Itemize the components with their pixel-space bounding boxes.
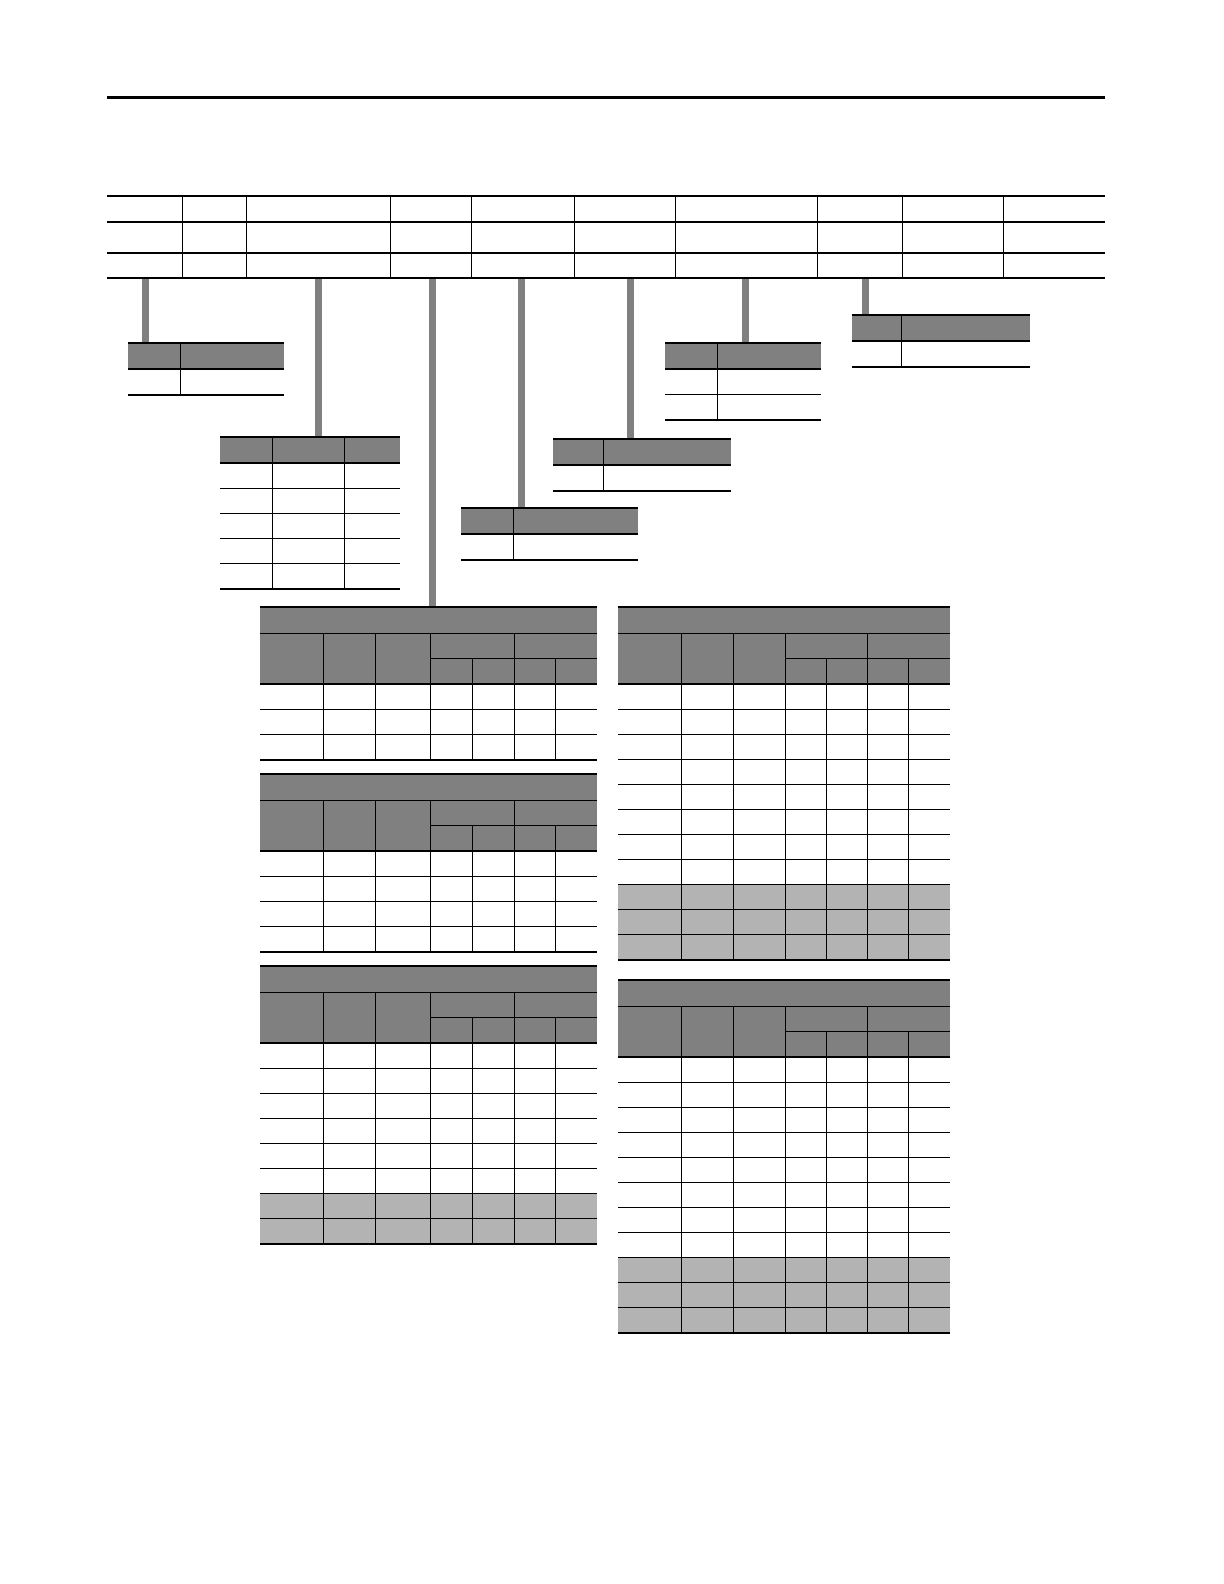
header-group: [867, 1007, 950, 1032]
table-row: [260, 851, 597, 877]
header-cell: [603, 439, 731, 465]
header-cell: [553, 439, 603, 465]
table-row: [260, 927, 597, 953]
header-cell: [323, 993, 375, 1044]
header-cell: [128, 343, 180, 369]
band-field-divider: [902, 195, 903, 279]
header-cell: [901, 315, 1030, 341]
table-row: [618, 1183, 950, 1208]
header-group: [514, 993, 597, 1018]
table-row: [220, 514, 400, 539]
table-row: [618, 1258, 950, 1283]
header-cell: [344, 437, 400, 463]
subheader-cell: [867, 659, 908, 685]
catalog-number-band: [107, 195, 1105, 279]
band-field-divider: [574, 195, 575, 279]
header-cell: [180, 343, 284, 369]
table-row: [618, 885, 950, 910]
table-row: [618, 1108, 950, 1133]
table-row: [618, 760, 950, 785]
connector-field-8: [862, 279, 869, 315]
table-row: [260, 1069, 597, 1094]
table-title-bar: [260, 774, 597, 801]
header-cell: [461, 508, 513, 534]
table-row: [128, 369, 284, 395]
header-cell: [618, 634, 681, 685]
connector-field-4: [429, 279, 436, 608]
subheader-cell: [430, 1018, 472, 1044]
table-row: [618, 835, 950, 860]
table-row: [618, 1083, 950, 1108]
subheader-cell: [514, 1018, 555, 1044]
connector-field-3: [315, 279, 322, 437]
option-table-field-6: [553, 438, 731, 492]
table-row: [260, 735, 597, 761]
table-row: [260, 684, 597, 710]
table-row: [618, 710, 950, 735]
header-group: [514, 634, 597, 659]
header-cell: [852, 315, 901, 341]
ratings-table-left-1: [260, 606, 597, 761]
table-row: [618, 1133, 950, 1158]
header-cell: [681, 1007, 733, 1058]
header-cell: [733, 1007, 785, 1058]
subheader-cell: [514, 826, 555, 852]
option-table-field-5: [461, 507, 638, 561]
header-cell: [260, 993, 323, 1044]
table-row: [618, 1308, 950, 1334]
table-title-bar: [618, 980, 950, 1007]
table-row: [618, 860, 950, 885]
header-cell: [323, 634, 375, 685]
header-group: [867, 634, 950, 659]
table-row: [618, 1158, 950, 1183]
band-rule-lower: [107, 252, 1105, 254]
table-row: [618, 684, 950, 710]
band-field-divider: [246, 195, 247, 279]
table-row: [852, 341, 1030, 367]
option-table-field-3: [220, 436, 400, 590]
table-row: [618, 1208, 950, 1233]
header-cell: [681, 634, 733, 685]
header-cell: [272, 437, 344, 463]
table-row: [260, 1094, 597, 1119]
subheader-cell: [430, 826, 472, 852]
header-cell: [513, 508, 638, 534]
page-header-rule: [107, 96, 1105, 99]
subheader-cell: [785, 659, 826, 685]
table-row: [665, 369, 821, 395]
header-cell: [375, 993, 430, 1044]
band-field-divider: [817, 195, 818, 279]
header-cell: [717, 343, 821, 369]
table-row: [618, 910, 950, 935]
table-row: [618, 935, 950, 961]
header-group: [785, 1007, 867, 1032]
band-field-divider: [675, 195, 676, 279]
table-row: [220, 489, 400, 514]
table-row: [618, 1057, 950, 1083]
table-title-bar: [260, 966, 597, 993]
option-table-field-7: [665, 342, 821, 421]
table-row: [618, 810, 950, 835]
header-group: [785, 634, 867, 659]
header-cell: [665, 343, 717, 369]
header-group: [430, 993, 514, 1018]
ratings-table-left-3: [260, 965, 597, 1245]
table-row: [618, 785, 950, 810]
subheader-cell: [826, 1032, 867, 1058]
subheader-cell: [430, 659, 472, 685]
header-cell: [618, 1007, 681, 1058]
table-row: [618, 735, 950, 760]
subheader-cell: [555, 826, 597, 852]
table-row: [220, 463, 400, 489]
band-field-divider: [182, 195, 183, 279]
table-row: [553, 465, 731, 491]
table-row: [618, 1283, 950, 1308]
table-row: [220, 564, 400, 590]
table-row: [220, 539, 400, 564]
option-table-field-1: [128, 342, 284, 396]
connector-field-5: [518, 279, 525, 508]
ratings-table-left-2: [260, 773, 597, 953]
connector-field-6: [627, 279, 634, 439]
table-row: [260, 1194, 597, 1219]
table-row: [260, 1219, 597, 1245]
table-row: [618, 1233, 950, 1258]
band-field-divider: [1003, 195, 1004, 279]
header-cell: [260, 801, 323, 852]
ratings-table-right-2: [618, 979, 950, 1334]
subheader-cell: [472, 659, 514, 685]
header-cell: [260, 634, 323, 685]
table-row: [260, 710, 597, 735]
table-row: [461, 534, 638, 560]
table-row: [260, 1144, 597, 1169]
table-row: [665, 395, 821, 421]
subheader-cell: [514, 659, 555, 685]
subheader-cell: [555, 1018, 597, 1044]
table-row: [260, 902, 597, 927]
header-group: [514, 801, 597, 826]
connector-field-7: [742, 279, 749, 343]
band-field-divider: [390, 195, 391, 279]
band-rule-bottom: [107, 277, 1105, 279]
subheader-cell: [908, 659, 950, 685]
band-rule-middle: [107, 221, 1105, 223]
subheader-cell: [472, 826, 514, 852]
header-cell: [375, 801, 430, 852]
subheader-cell: [555, 659, 597, 685]
table-row: [260, 877, 597, 902]
table-title-bar: [618, 607, 950, 634]
header-cell: [375, 634, 430, 685]
subheader-cell: [785, 1032, 826, 1058]
subheader-cell: [867, 1032, 908, 1058]
header-cell: [220, 437, 272, 463]
ratings-table-right-1: [618, 606, 950, 961]
table-title-bar: [260, 607, 597, 634]
table-row: [260, 1169, 597, 1194]
subheader-cell: [908, 1032, 950, 1058]
table-row: [260, 1119, 597, 1144]
header-group: [430, 801, 514, 826]
header-group: [430, 634, 514, 659]
connector-field-1: [142, 279, 149, 343]
band-field-divider: [471, 195, 472, 279]
table-row: [260, 1043, 597, 1069]
subheader-cell: [472, 1018, 514, 1044]
option-table-field-8: [852, 314, 1030, 368]
band-rule-top: [107, 195, 1105, 197]
subheader-cell: [826, 659, 867, 685]
header-cell: [323, 801, 375, 852]
header-cell: [733, 634, 785, 685]
